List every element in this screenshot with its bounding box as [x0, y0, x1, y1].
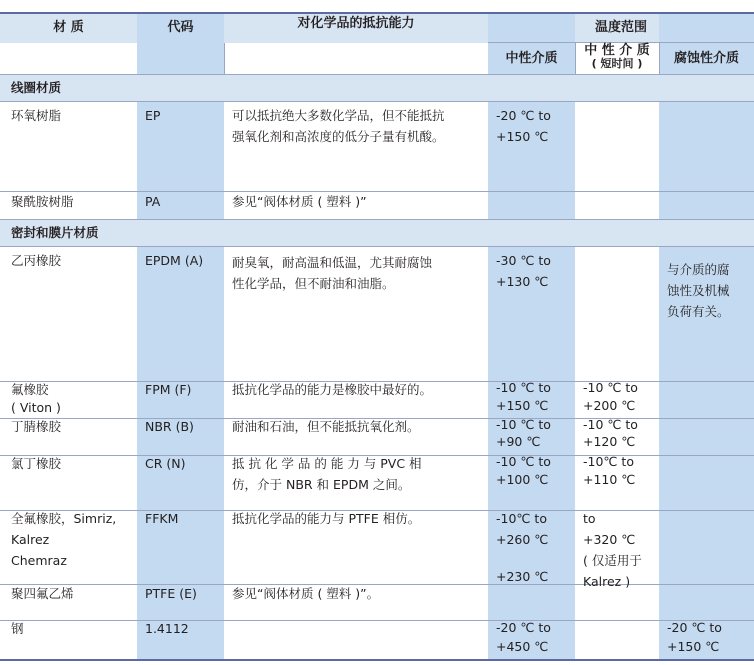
header-code: 代码 [167, 20, 194, 35]
neutral-range: -10℃ to +260 ℃ +230 ℃ [496, 511, 549, 584]
material-code: CR (N) [145, 456, 186, 471]
material-code: PA [145, 194, 161, 209]
divider [0, 246, 754, 247]
neutral-range: -10 ℃ to +90 ℃ [496, 417, 551, 449]
material-name: 乙丙橡胶 [11, 253, 62, 268]
material-name: 环氧树脂 [11, 108, 62, 123]
chemical-resistance-text: 抵 抗 化 学 品 的 能 力 与 PVC 相 仿，介于 NBR 和 EPDM 之间。 [232, 456, 422, 492]
neutral-short-range: -10 ℃ to +200 ℃ [583, 380, 638, 413]
header-chemical-resistance: 对化学品的抵抗能力 [297, 16, 415, 31]
divider [224, 43, 225, 74]
section-seal-materials: 密封和膜片材质 [11, 225, 99, 240]
chemical-resistance-text: 可以抵抗绝大多数化学品，但不能抵抗 强氧化剂和高浓度的低分子量有机酸。 [232, 108, 445, 144]
chemical-resistance-text: 耐臭氧，耐高温和低温，尤其耐腐蚀 性化学品，但不耐油和油脂。 [232, 255, 433, 291]
chemical-resistance-text: 耐油和石油，但不能抵抗氧化剂。 [232, 419, 420, 434]
material-name: 氟橡胶 ( Viton ) [11, 382, 61, 415]
material-code: NBR (B) [145, 419, 194, 434]
material-code: PTFE (E) [145, 586, 197, 601]
chemical-resistance-text: 抵抗化学品的能力是橡胶中最好的。 [232, 382, 433, 397]
divider [0, 74, 754, 75]
neutral-short-range: to +320 ℃ ( 仅适用于 Kalrez ) [583, 511, 642, 589]
neutral-range: -10 ℃ to +150 ℃ [496, 380, 551, 413]
header-corrosive-medium: 腐蚀性介质 [673, 51, 739, 66]
divider [0, 219, 754, 220]
material-code: FPM (F) [145, 382, 192, 397]
divider [0, 101, 754, 102]
material-name: 聚酰胺树脂 [11, 194, 74, 209]
header-temperature-range: 温度范围 [594, 20, 647, 35]
chemical-resistance-text: 抵抗化学品的能力与 PTFE 相仿。 [232, 511, 421, 526]
neutral-short-range: -10 ℃ to +120 ℃ [583, 417, 638, 449]
neutral-range: -20 ℃ to +450 ℃ [496, 620, 551, 654]
top-rule [0, 12, 754, 14]
material-name: 聚四氟乙烯 [11, 586, 74, 601]
divider [0, 620, 754, 621]
section-band-coil [0, 75, 754, 101]
neutral-short-range: -10℃ to +110 ℃ [583, 454, 636, 487]
divider [0, 191, 754, 192]
section-coil-materials: 线圈材质 [11, 80, 62, 95]
material-code: EP [145, 108, 161, 123]
corrosive-column-band [659, 13, 754, 660]
chemical-resistance-text: 参见“阀体材质 ( 塑料 )” [232, 194, 367, 209]
chemical-resistance-text: 参见“阀体材质 ( 塑料 )”。 [232, 586, 380, 601]
bottom-rule [0, 659, 754, 661]
header-neutral-medium: 中性介质 [505, 51, 558, 66]
material-code: 1.4112 [145, 621, 189, 636]
section-band-seal [0, 220, 754, 246]
material-name: 氯丁橡胶 [11, 456, 62, 471]
neutral-range: -10 ℃ to +100 ℃ [496, 454, 551, 487]
material-name: 全氟橡胶，Simriz, Kalrez Chemraz [11, 511, 117, 568]
neutral-range: -20 ℃ to +150 ℃ [496, 108, 551, 144]
material-name: 丁腈橡胶 [11, 419, 62, 434]
material-code: FFKM [145, 511, 179, 526]
corrosive-range: -20 ℃ to +150 ℃ [667, 620, 722, 654]
material-code: EPDM (A) [145, 253, 204, 268]
corrosive-range: 与介质的腐 蚀性及机械 负荷有关。 [667, 262, 730, 319]
header-neutral-short: 中 性 介 质 ( 短时间 ) [584, 43, 650, 70]
neutral-range: -30 ℃ to +130 ℃ [496, 253, 551, 289]
header-material: 材 质 [53, 20, 84, 35]
material-name: 钢 [11, 621, 24, 636]
